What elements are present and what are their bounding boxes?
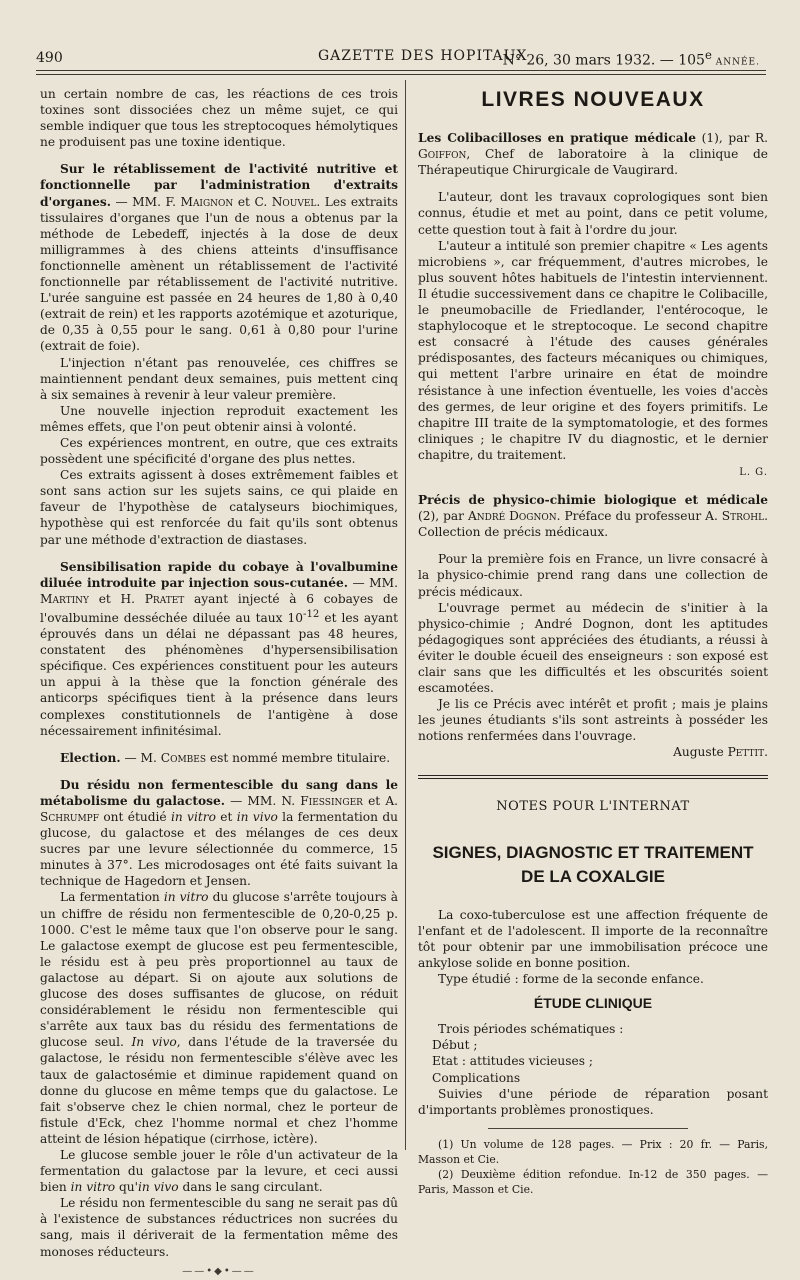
author: N. Fiessinger [281, 793, 363, 808]
page-number: 490 [36, 50, 63, 66]
paragraph: Type étudié : forme de la seconde enfance. [438, 972, 704, 987]
article-election: Election. — M. Combes est nommé membre titulaire. [60, 750, 391, 765]
paragraph: L'injection n'étant pas renouvelée, ces chiffres se maintiennent pendant deux semaines, puis mettent cinq à six semaines à revenir à leur valeur première. [40, 355, 398, 402]
paragraph: Pour la première fois en France, un livre consacré à la physico-chimie prend rang dans une collection de précis médicaux. [418, 552, 768, 599]
footnote-rule [488, 1128, 688, 1129]
author: A. Strohl [705, 509, 765, 524]
paragraph: un certain nombre de cas, les réactions de ces trois toxines sont dissociées chez un même sujet, ce qui semble indiquer que tous les streptocoques hémolytiques ne produisent pas une toxine identique. [40, 87, 398, 150]
paragraph: Le glucose semble jouer le rôle d'un activateur de la fermentation du galactose par la levure, et ceci aussi bien in vitro qu'in vivo dans le sang circulant. [40, 1147, 398, 1195]
article-residu: Du résidu non fermentescible du sang dans le métabolisme du galactose. — MM. N. Fiessinger et A. Schrumpf ont étudié in vitro et in vivo la fermentation du glucose, du galactose et des mélanges de ces deux sucres par une levure sélectionnée du commerce, 15 minutes à 37°. Les microdosages ont été faits suivant la technique de Hagedorn et Jensen. [40, 777, 398, 889]
page-header [36, 44, 766, 68]
issue-info: N° 26, 30 mars 1932. — 105e ANNÉE. [502, 48, 760, 69]
author: A. Schrumpf [40, 793, 398, 824]
footnote-1: (1) Un volume de 128 pages. — Prix : 20 fr. — Paris, Masson et Cie. [418, 1137, 768, 1166]
paragraph: L'ouvrage permet au médecin de s'initier à la physico-chimie ; André Dognon, dont les aptitudes pédagogiques sont appréciées des étudiants, a réussi à éviter le double écueil des enseigneurs : son exposé est clair sans que les difficultés et les obscurités soient escamotées. [418, 600, 768, 696]
author: R. Goiffon [418, 131, 769, 162]
author: F. Maignon [165, 194, 234, 209]
author: C. Nouvel [254, 194, 317, 209]
author: André Dognon [467, 509, 557, 524]
book-review-header: Les Colibacilloses en pratique médicale (1), par R. Goiffon, Chef de laboratoire à la clinique de Thérapeutique Chirurgicale de Vaugirard. [418, 131, 769, 178]
article-title: Election. [60, 750, 121, 765]
article-title: Sur le rétablissement de l'activité nutritive et fonctionnelle par l'administration d'extraits d'organes. [40, 162, 398, 209]
review-signature: L. G. [739, 466, 768, 478]
left-column [40, 86, 398, 1280]
section-divider [418, 775, 768, 779]
article-sensibilisation: Sensibilisation rapide du cobaye à l'ovalbumine diluée introduite par injection sous-cutanée. — MM. Martiny et H. Pratet ayant injecté à 6 cobayes de l'ovalbumine desséchée diluée au taux $10^{-12}$ et les ayant éprouvés dans un délai ne dépassant pas 48 heures, constatent des phénomènes d'hypersensibilisation spécifique. Ces expériences constituent pour les auteurs un appui à la thèse que la fonction générale des anticorps spécifiques tient à la présence dans leurs complexes constitutionnels de l'antigène à dose nécessairement infinitésimal. [40, 559, 399, 738]
article-title: Sensibilisation rapide du cobaye à l'ovalbumine diluée introduite par injection sous-cutanée. [40, 559, 398, 590]
ornament-divider: ——•◆•—— [182, 1265, 256, 1277]
paragraph: La coxo-tuberculose est une affection fréquente de l'enfant et de l'adolescent. Il importe de la reconnaître tôt pour obtenir par une immobilisation précoce une ankylose solide en bonne position. [418, 907, 768, 970]
book-title: Les Colibacilloses en pratique médicale [418, 131, 696, 146]
column-divider [405, 80, 406, 1150]
article-title-coxalgie: SIGNES, DIAGNOSTIC ET TRAITEMENT DE LA COXALGIE [432, 842, 754, 886]
review-signature: Auguste Pettit. [673, 745, 768, 760]
author: Martiny [40, 591, 89, 606]
list-item: Début ; [432, 1038, 478, 1053]
book-review-header: Précis de physico-chimie biologique et médicale (2), par André Dognon. Préface du professeur A. Strohl. Collection de précis médicaux. [418, 493, 768, 540]
article-sur-le-retablissement: Sur le rétablissement de l'activité nutritive et fonctionnelle par l'administration d'extraits d'organes. — MM. F. Maignon et C. Nouvel. Les extraits tissulaires d'organes que l'un de nous a obtenus par la méthode de Lebedeff, injectés à la dose de deux milligrammes à des chiens atteints d'insuffisance fonctionnelle amènent un rétablissement de l'activité fonctionnelle par rétablissement de l'activité nutritive. L'urée sanguine est passée en 24 heures de 1,80 à 0,40 (extrait de rein) et les rapports azotémique et azoturique, de 0,35 à 0,55 pour le sang. 0,61 à 0,80 pour l'urine (extrait de foie). [40, 162, 398, 354]
paragraph: L'auteur, dont les travaux coprologiques sont bien connus, étudie et met au point, dans ce petit volume, cette question tout à fait à l'ordre du jour. [418, 190, 768, 237]
paragraph: Le résidu non fermentescible du sang ne serait pas dû à l'existence de substances réductrices non sucrées du sang, mais il dériverait de la fermentation même des monoses réducteurs. [40, 1196, 398, 1259]
paragraph: Suivies d'une période de réparation posant d'importants problèmes pronostiques. [418, 1086, 768, 1117]
header-rule-2 [36, 74, 766, 75]
subsection-title-etude-clinique: ÉTUDE CLINIQUE [533, 995, 653, 1012]
article-title: Du résidu non fermentescible du sang dans le métabolisme du galactose. [40, 777, 398, 808]
section-title-notes-internat: NOTES POUR L'INTERNAT [496, 798, 690, 814]
paragraph: L'auteur a intitulé son premier chapitre « Les agents microbiens », car fréquemment, d'autres microbes, le plus souvent hôtes habituels de l'intestin interviennent. Il étudie successivement dans ce chapitre le Colibacille, le pneumobacille de Friedlander, l'entérocoque, le staphylocoque et le streptocoque. Le second chapitre est consacré à l'étude des causes générales prédisposantes, des facteurs mécaniques ou chimiques, qui mettent l'arbre urinaire en état de moindre résistance à une infection éventuelle, les voies d'accès des germes, de leur origine et des foyers primitifs. Le chapitre III traite de la symptomatologie, et des formes cliniques ; le chapitre IV du diagnostic, et le dernier chapitre, du traitement. [418, 238, 768, 462]
footnote-2: (2) Deuxième édition refondue. In-12 de 350 pages. — Paris, Masson et Cie. [418, 1167, 768, 1196]
section-title-livres-nouveaux: LIVRES NOUVEAUX [481, 88, 705, 111]
author: H. Pratet [120, 591, 185, 606]
paragraph: Je lis ce Précis avec intérêt et profit ; mais je plains les jeunes étudiants s'ils sont astreints à posséder les notions renfermées dans l'ouvrage. [418, 697, 768, 744]
paragraph: La fermentation in vitro du glucose s'arrête toujours à un chiffre de résidu non fermentescible de 0,20-0,25 p. 1000. C'est le même taux que l'on observe pour le sang. Le galactose exempt de glucose est peu fermentescible, le résidu est à peu près proportionnel au taux de galactose au départ. Si on ajoute aux solutions de glucose des doses suffisantes de glucose, on réduit considérablement le résidu non fermentescible qui s'arrête aux taux bas du résidu des fermentations de glucose seul. In vivo, dans l'étude de la traversée du galactose, le résidu non fermentescible s'élève avec les taux de galactosémie et diminue rapidement quand on donne du glucose en même temps que du galactose. Le fait s'observe chez le chien normal, chez le porteur de fistule d'Eck, chez l'homme normal et chez l'homme atteint de lésion hépatique (cirrhose, ictère). [40, 890, 399, 1146]
book-title: Précis de physico-chimie biologique et médicale [418, 493, 768, 508]
journal-title: GAZETTE DES HOPITAUX [318, 48, 528, 64]
period-list [418, 1037, 768, 1085]
list-item: Etat : attitudes vicieuses ; [432, 1054, 593, 1069]
right-column [418, 88, 769, 1197]
paragraph: Ces extraits agissent à doses extrêmement faibles et sont sans action sur les sujets sains, ce qui plaide en faveur de l'hypothèse de catalyseurs biochimiques, hypothèse qui est renforcée du fait qu'ils sont obtenus par une méthode d'extraction de diastases. [40, 468, 398, 547]
list-item: Complications [432, 1070, 521, 1085]
paragraph: Ces expériences montrent, en outre, que ces extraits possèdent une spécificité d'organe des plus nettes. [40, 435, 398, 467]
paragraph: Une nouvelle injection reproduit exactement les mêmes effets, que l'on peut obtenir ainsi à volonté. [40, 403, 398, 434]
paragraph: Trois périodes schématiques : [438, 1022, 624, 1037]
header-rule [36, 70, 766, 71]
author: Combes [160, 750, 207, 765]
